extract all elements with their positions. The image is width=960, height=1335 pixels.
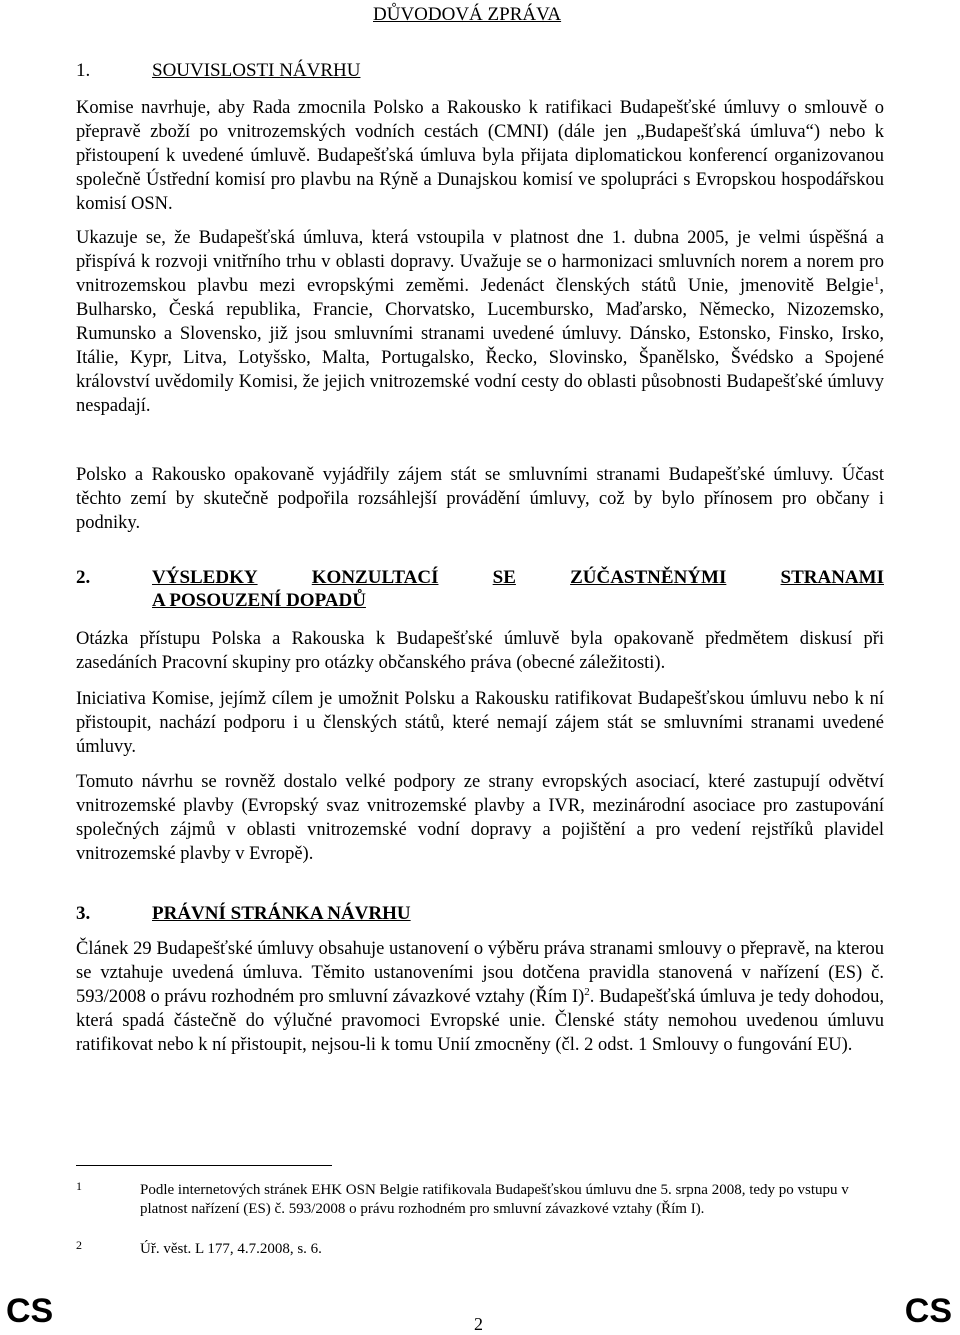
- footnote-divider: [76, 1165, 332, 1166]
- footnote-number: 1: [76, 1179, 82, 1193]
- section-title-word: VÝSLEDKY: [152, 567, 258, 588]
- section-number: 2.: [76, 567, 91, 588]
- section-title-word: ZÚČASTNĚNÝMI: [570, 567, 727, 588]
- footnote-text: Úř. věst. L 177, 4.7.2008, s. 6.: [140, 1241, 322, 1257]
- footnote-ref[interactable]: 2: [584, 985, 590, 998]
- section-number: 3.: [76, 903, 91, 924]
- footnote: [76, 1181, 884, 1219]
- paragraph: Otázka přístupu Polska a Rakouska k Budapešťské úmluvě byla opakovaně předmětem diskusí při zasedáních Pracovní skupiny pro otázky občanského práva (obecné záležitosti).: [76, 629, 884, 673]
- footnote-text: Podle internetových stránek EHK OSN Belgie ratifikovala Budapešťskou úmluvu dne 5. srpna 2008, tedy po vstupu v platnost nařízení (ES) č. 593/2008 o právu rozhodném pro smluvní závazkové vztahy (Řím I).: [140, 1182, 849, 1217]
- section-title: SOUVISLOSTI NÁVRHU: [152, 60, 361, 81]
- section-1-heading: [76, 60, 360, 82]
- footnote-ref[interactable]: 1: [873, 274, 880, 287]
- document-title: DŮVODOVÁ ZPRÁVA: [373, 4, 562, 25]
- section-title-word: KONZULTACÍ: [311, 567, 439, 588]
- section-3-heading: [76, 903, 411, 925]
- section-title-line1: [152, 567, 884, 589]
- section-title-word: SE: [492, 567, 516, 588]
- paragraph-text: . Budapešťská úmluva je tedy dohodou, která spadá částečně do výlučné pravomoci Evropské unie. Členské státy nemohou uvedenou úmluvu ratifikovat nebo k ní přistoupit, nejsou-li k tomu Unií zmocněny (čl. 2 odst. 1 Smlouvy o fungování EU).: [76, 987, 884, 1055]
- section-2-heading: [76, 567, 884, 612]
- paragraph-text: Článek 29 Budapešťské úmluvy obsahuje ustanovení o výběru práva stranami smlouvy o přepravě, na kterou se vztahuje uvedená úmluva. Těmito ustanoveními jsou dotčena pravidla stanovená v nařízení (ES) č. 593/2008 o právu rozhodném pro smluvní závazkové vztahy (Řím I): [76, 939, 884, 1007]
- paragraph-text: , Bulharsko, Česká republika, Francie, Chorvatsko, Lucembursko, Maďarsko, Německo, Nizozemsko, Rumunsko a Slovensko, již jsou smluvními stranami uvedené úmluvy. Dánsko, Estonsko, Finsko, Irsko, Itálie, Kypr, Litva, Lotyšsko, Malta, Portugalsko, Řecko, Slovinsko, Španělsko, Švédsko a Spojené království uvědomily Komisi, že jejich vnitrozemské vodní cesty do oblasti působnosti Budapešťské úmluvy nespadají.: [76, 276, 884, 416]
- section-number: 1.: [76, 60, 91, 81]
- section-title-line2: A POSOUZENÍ DOPADŮ: [152, 590, 366, 611]
- section-title: PRÁVNÍ STRÁNKA NÁVRHU: [152, 903, 411, 924]
- paragraph: Iniciativa Komise, jejímž cílem je umožnit Polsku a Rakousku ratifikovat Budapešťskou úmluvu nebo k ní přistoupit, nachází podporu i u členských států, které nemají zájem stát se smluvními stranami uvedené úmluvy.: [76, 689, 884, 757]
- footnote-number: 2: [76, 1238, 82, 1252]
- footnote: [76, 1240, 884, 1259]
- language-code-left: CS: [6, 1292, 54, 1330]
- page-number: 2: [474, 1314, 483, 1334]
- paragraph: Tomuto návrhu se rovněž dostalo velké podpory ze strany evropských asociací, které zastupují odvětví vnitrozemské plavby (Evropský svaz vnitrozemské plavby a IVR, mezinárodní asociace pro zastupování společných zájmů v oblasti vnitrozemské vodní dopravy a pojištění a pro vedení rejstříků plavidel vnitrozemské plavby v Evropě).: [76, 772, 884, 864]
- paragraph: [76, 937, 884, 1057]
- paragraph: [76, 226, 884, 418]
- section-title-word: STRANAMI: [780, 567, 884, 588]
- paragraph: Polsko a Rakousko opakovaně vyjádřily zájem stát se smluvními stranami Budapešťské úmluvy. Účast těchto zemí by skutečně podpořila rozsáhlejší provádění úmluvy, což by bylo přínosem pro občany i podniky.: [76, 465, 884, 533]
- paragraph-text: Ukazuje se, že Budapešťská úmluva, která vstoupila v platnost dne 1. dubna 2005, je velmi úspěšná a přispívá k rozvoji vnitřního trhu v oblasti dopravy. Uvažuje se o harmonizaci smluvních norem a norem pro vnitrozemskou plavbu mezi evropskými zeměmi. Jedenáct členských států Unie, jmenovitě Belgie: [76, 228, 884, 296]
- language-code-right: CS: [904, 1292, 952, 1330]
- paragraph: Komise navrhuje, aby Rada zmocnila Polsko a Rakousko k ratifikaci Budapešťské úmluvy o smlouvě o přepravě zboží po vnitrozemských vodních cestách (CMNI) (dále jen „Budapešťská úmluva“) nebo k přistoupení k uvedené úmluvě. Budapešťská úmluva byla přijata diplomatickou konferencí organizovanou společně Ústřední komisí pro plavbu na Rýně a Dunajskou komisí ve spolupráci s Evropskou hospodářskou komisí OSN.: [76, 98, 884, 214]
